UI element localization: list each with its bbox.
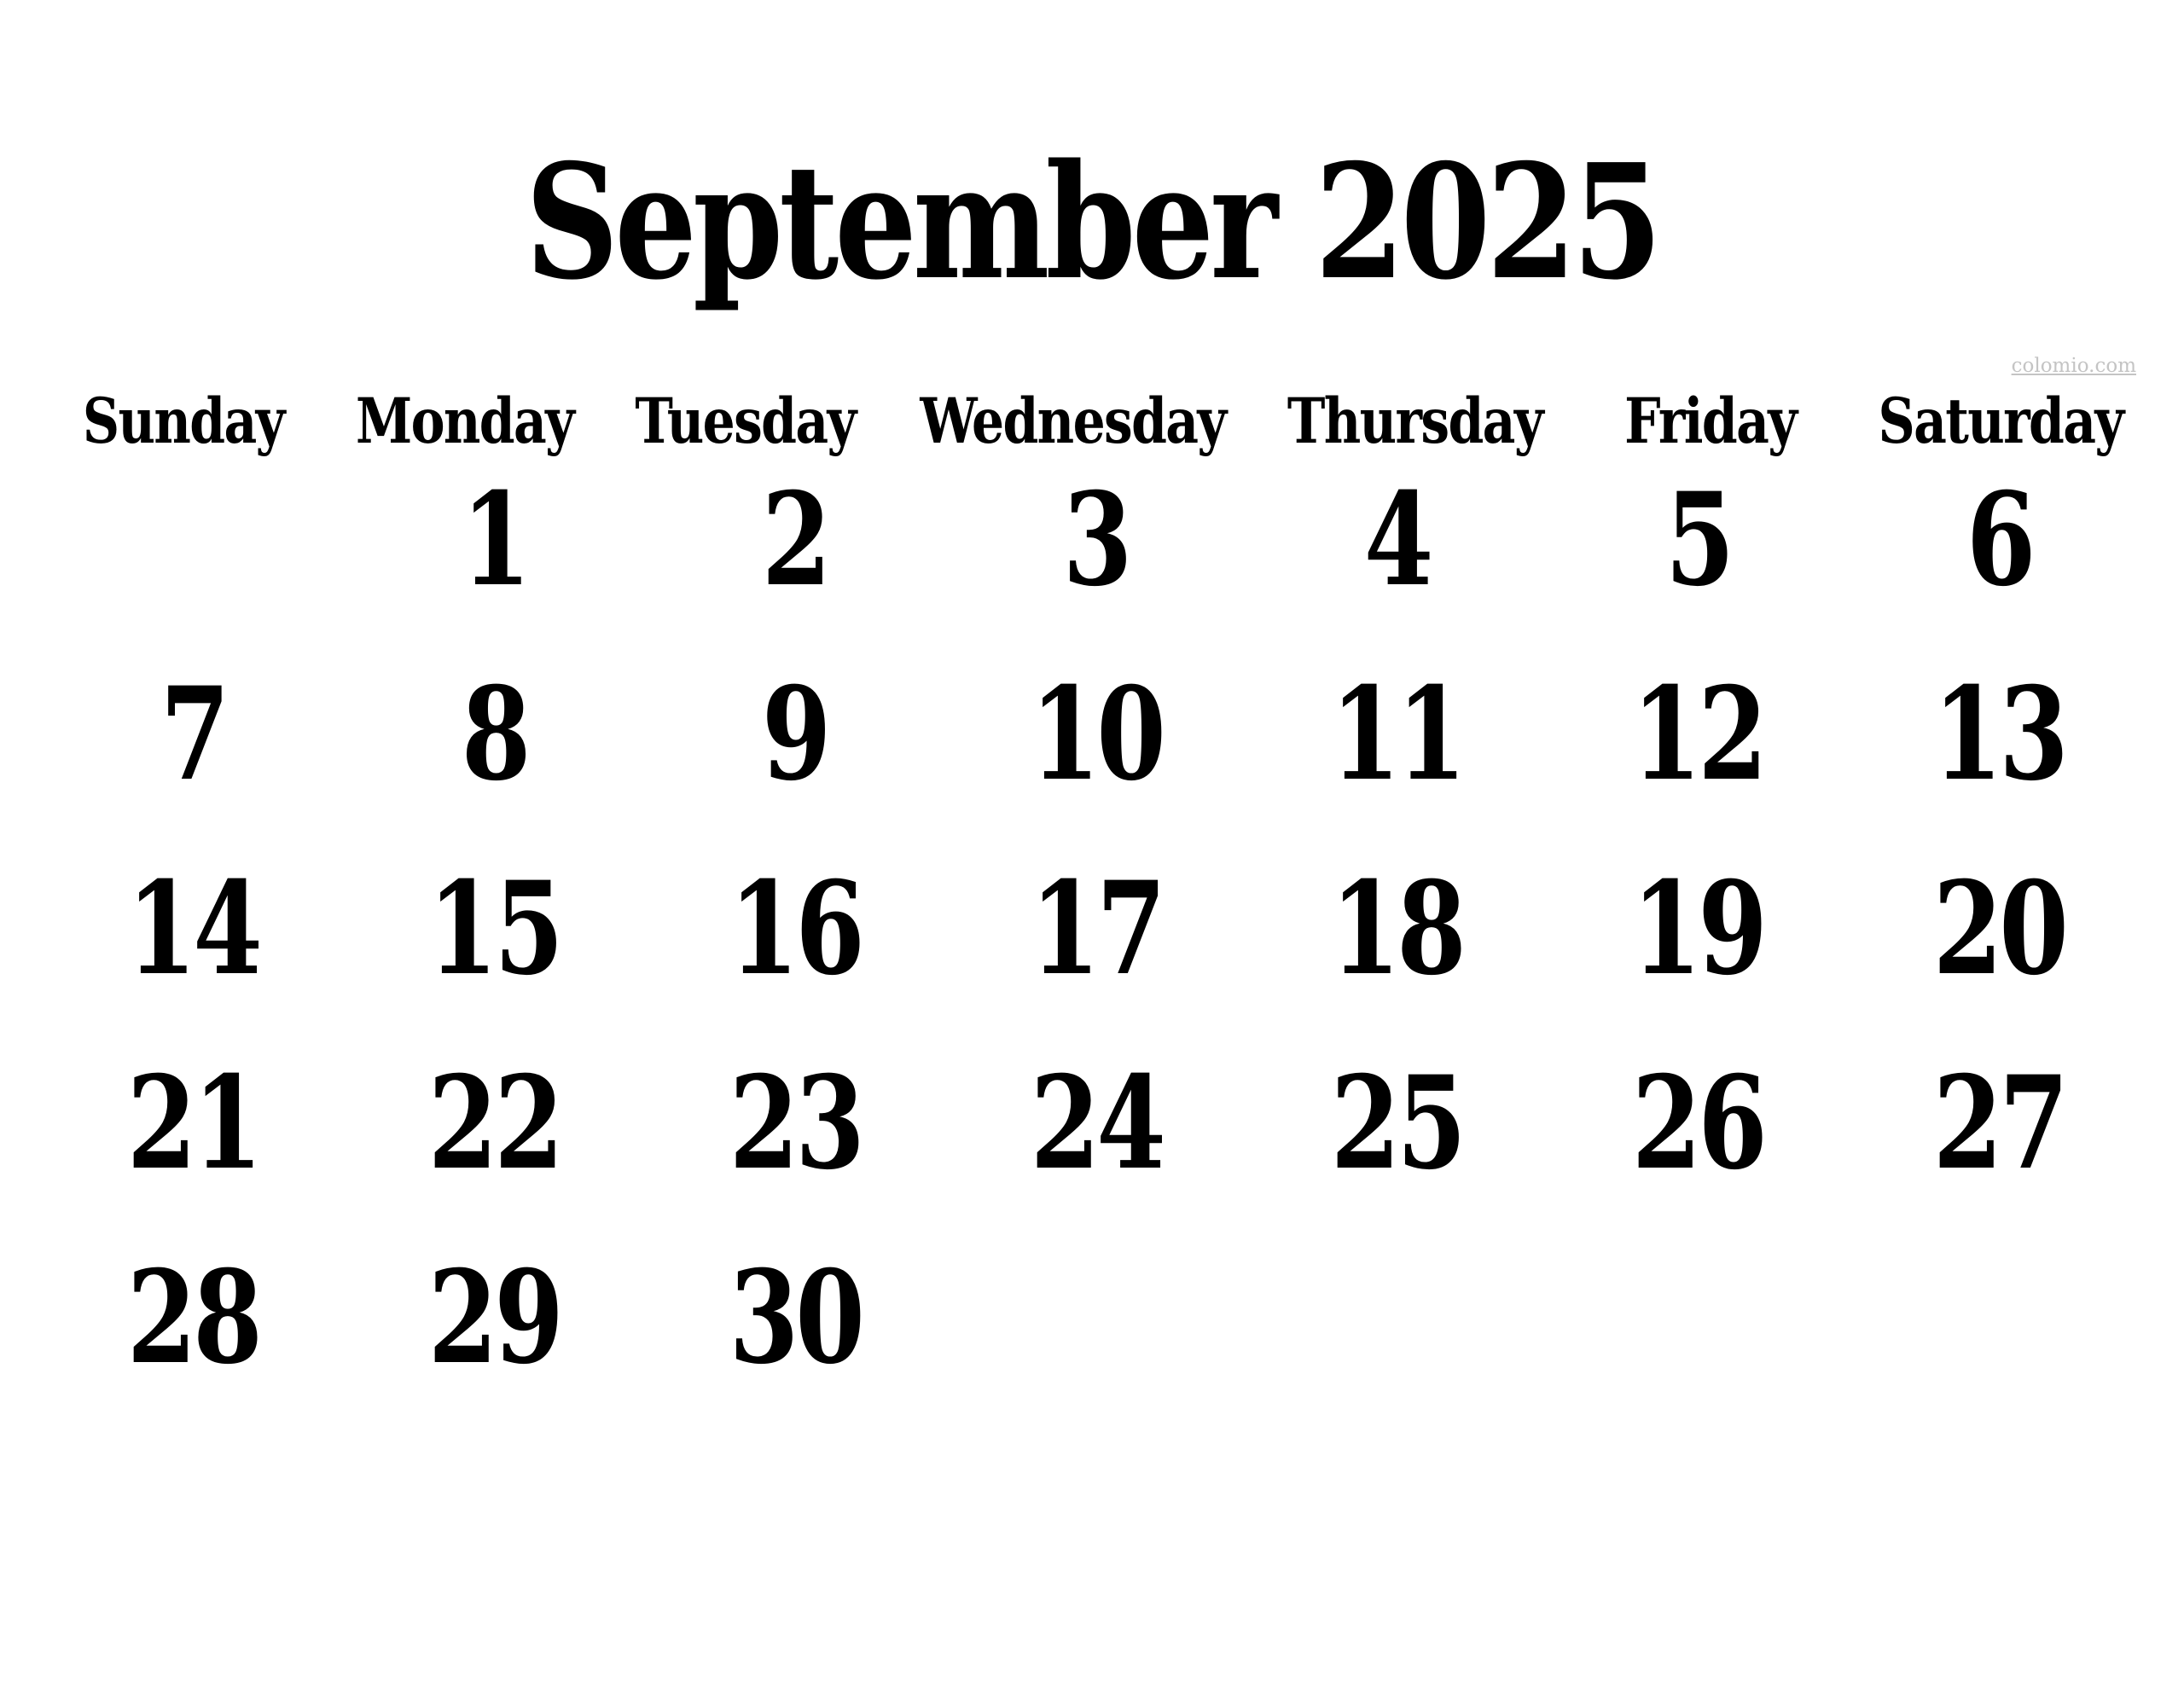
- weekday-label: Sunday: [82, 385, 284, 458]
- day-cell: [645, 1244, 946, 1438]
- day-cell: [344, 855, 645, 1049]
- calendar-title: [0, 129, 2184, 315]
- weeks-grid: [43, 466, 2150, 1438]
- weekday-label: Friday: [1624, 385, 1797, 458]
- day-number: 15: [427, 854, 561, 1004]
- day-cell: [344, 660, 645, 855]
- weekday-header-row: [43, 385, 2150, 466]
- day-cell: [645, 660, 946, 855]
- calendar-grid: [43, 385, 2150, 1438]
- day-cell: [1246, 466, 1548, 660]
- day-cell: [43, 855, 344, 1049]
- weekday-label: Saturday: [1878, 385, 2123, 458]
- calendar-title-text: September 2025: [526, 129, 1658, 315]
- day-number: 10: [1030, 659, 1163, 809]
- day-cell: [43, 660, 344, 855]
- weekday-header-saturday: [1851, 385, 2150, 466]
- day-number: 23: [729, 1048, 862, 1198]
- day-cell: [1548, 466, 1849, 660]
- day-cell: [43, 1244, 344, 1438]
- weekday-label: Thursday: [1287, 385, 1542, 458]
- day-cell: [1548, 1244, 1849, 1438]
- day-number: 25: [1331, 1048, 1464, 1198]
- day-number: 17: [1030, 854, 1163, 1004]
- day-number: 28: [126, 1243, 259, 1393]
- day-cell: [645, 855, 946, 1049]
- day-cell: [1246, 660, 1548, 855]
- day-cell: [946, 1244, 1247, 1438]
- day-cell: [946, 466, 1247, 660]
- day-cell: [344, 1049, 645, 1244]
- day-cell: [1548, 855, 1849, 1049]
- day-cell: [344, 466, 645, 660]
- watermark-text: colomio.com: [2011, 355, 2136, 377]
- weekday-header-tuesday: [605, 385, 886, 466]
- day-number: 16: [729, 854, 862, 1004]
- day-number: 12: [1632, 659, 1765, 809]
- day-cell: [1849, 855, 2150, 1049]
- day-number: 29: [427, 1243, 561, 1393]
- weekday-header-sunday: [43, 385, 324, 466]
- day-number: 9: [762, 659, 828, 809]
- day-cell: [1246, 1049, 1548, 1244]
- day-cell: [1246, 1244, 1548, 1438]
- day-cell: [43, 466, 344, 660]
- day-number: 6: [1966, 465, 2033, 615]
- day-cell: [645, 466, 946, 660]
- day-number: 4: [1364, 465, 1431, 615]
- day-number: 26: [1632, 1048, 1765, 1198]
- day-number: 7: [160, 659, 227, 809]
- weekday-label: Wednesday: [920, 385, 1226, 458]
- day-number: 22: [427, 1048, 561, 1198]
- day-cell: [946, 855, 1247, 1049]
- day-number: 27: [1933, 1048, 2066, 1198]
- weekday-label: Tuesday: [635, 385, 857, 458]
- day-cell: [946, 660, 1247, 855]
- day-number: 1: [461, 465, 528, 615]
- weekday-header-thursday: [1259, 385, 1571, 466]
- weekday-label: Monday: [355, 385, 573, 458]
- day-number: 21: [126, 1048, 259, 1198]
- day-number: 5: [1664, 465, 1732, 615]
- day-cell: [1548, 660, 1849, 855]
- day-cell: [1548, 1049, 1849, 1244]
- day-number: 30: [729, 1243, 862, 1393]
- day-number: 2: [762, 465, 828, 615]
- day-cell: [344, 1244, 645, 1438]
- day-cell: [1246, 855, 1548, 1049]
- day-number: 19: [1632, 854, 1765, 1004]
- day-cell: [645, 1049, 946, 1244]
- day-number: 11: [1331, 659, 1464, 809]
- day-number: 8: [461, 659, 528, 809]
- weekday-header-wednesday: [886, 385, 1259, 466]
- day-cell: [1849, 660, 2150, 855]
- day-cell: [946, 1049, 1247, 1244]
- day-number: 24: [1030, 1048, 1163, 1198]
- day-cell: [1849, 466, 2150, 660]
- day-number: 14: [126, 854, 259, 1004]
- weekday-header-monday: [324, 385, 606, 466]
- day-cell: [43, 1049, 344, 1244]
- day-number: 18: [1331, 854, 1464, 1004]
- day-cell: [1849, 1244, 2150, 1438]
- day-number: 13: [1933, 659, 2066, 809]
- day-cell: [1849, 1049, 2150, 1244]
- day-number: 3: [1063, 465, 1130, 615]
- weekday-header-friday: [1570, 385, 1851, 466]
- day-number: 20: [1933, 854, 2066, 1004]
